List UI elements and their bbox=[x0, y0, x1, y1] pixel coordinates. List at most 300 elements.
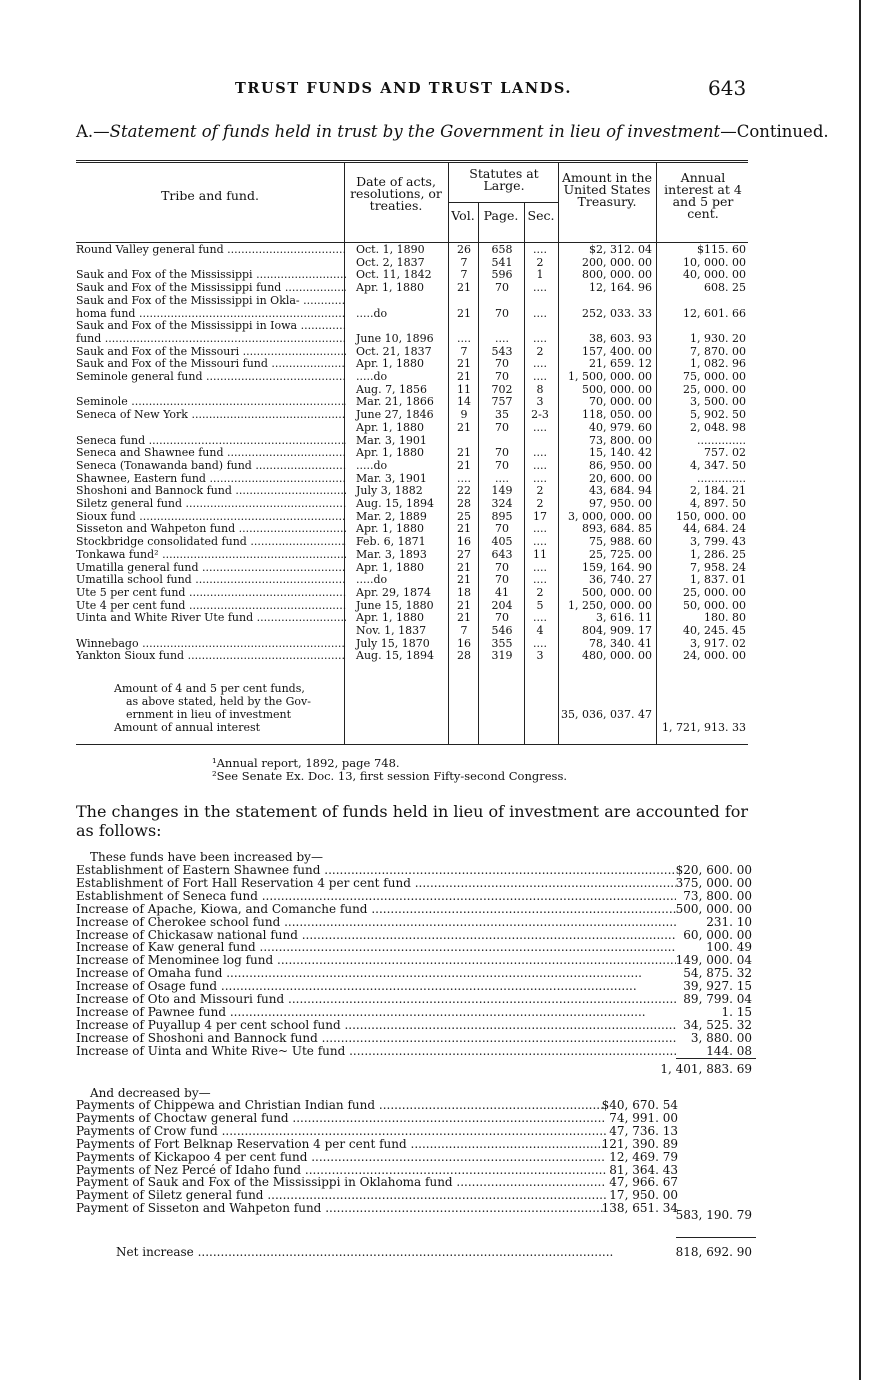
table-row bbox=[76, 333, 748, 346]
increase-label: Increase of Menominee log fund ..... bbox=[76, 954, 676, 967]
table-row bbox=[76, 244, 748, 257]
increase-value: 60, 000. 00 bbox=[683, 927, 752, 942]
cell-tribe-fund: Round Valley general fund ..... bbox=[76, 244, 346, 257]
cell-tribe-fund: Ute 4 per cent fund ..... bbox=[76, 600, 346, 613]
cell-amount: 15, 140. 42 bbox=[589, 446, 652, 460]
cell-page: 204 bbox=[491, 598, 513, 612]
increase-label: Increase of Omaha fund ..... bbox=[76, 967, 642, 980]
cell-date: Aug. 7, 1856 bbox=[356, 382, 428, 396]
cell-sec: .... bbox=[533, 471, 547, 485]
cell-page: 70 bbox=[495, 281, 509, 295]
cell-vol: 21 bbox=[457, 446, 471, 460]
table-row bbox=[76, 485, 748, 498]
cell-page: 596 bbox=[491, 268, 513, 282]
cell-vol: 16 bbox=[457, 636, 471, 650]
increase-total-rule bbox=[676, 1058, 756, 1059]
table-row bbox=[76, 269, 748, 282]
decrease-value: 17, 950. 00 bbox=[609, 1188, 678, 1203]
increase-item bbox=[76, 877, 676, 890]
table-row bbox=[76, 257, 748, 270]
cell-interest: 40, 245. 45 bbox=[683, 624, 746, 637]
increase-item bbox=[76, 993, 676, 1006]
cell-tribe-fund: fund ..... bbox=[76, 333, 346, 346]
net-increase-value: 818, 692. 90 bbox=[675, 1245, 752, 1259]
cell-tribe-fund: Stockbridge consolidated fund ..... bbox=[76, 536, 346, 549]
cell-amount: 36, 740. 27 bbox=[589, 573, 652, 587]
cell-interest: 10, 000. 00 bbox=[683, 255, 746, 269]
cell-interest: 25, 000. 00 bbox=[683, 585, 746, 599]
increase-label: Increase of Chickasaw national fund ..... bbox=[76, 929, 676, 942]
cell-tribe-fund: Yankton Sioux fund ..... bbox=[76, 650, 346, 663]
decrease-label: Payment of Sauk and Fox of the Mississippi in Oklahoma fund ..... bbox=[76, 1176, 606, 1189]
footnote-2: ²See Senate Ex. Doc. 13, first session Fifty-second Congress. bbox=[212, 769, 568, 783]
cell-interest: 5, 902. 50 bbox=[690, 408, 746, 422]
cell-amount: 78, 340. 41 bbox=[589, 636, 652, 650]
cell-interest: 24, 000. 00 bbox=[683, 649, 746, 663]
table-caption bbox=[76, 122, 829, 141]
cell-amount: 500, 000. 00 bbox=[582, 382, 652, 396]
cell-sec: 8 bbox=[536, 382, 544, 396]
cell-page: 70 bbox=[495, 522, 509, 536]
cell-date: .....do bbox=[356, 573, 388, 587]
cell-interest: 608. 25 bbox=[704, 281, 746, 295]
cell-interest: 75, 000. 00 bbox=[683, 370, 746, 383]
table-row bbox=[76, 371, 748, 384]
cell-interest: 1, 286. 25 bbox=[690, 547, 746, 561]
increase-value: 89, 799. 04 bbox=[683, 992, 752, 1006]
footnote-1: ¹Annual report, 1892, page 748. bbox=[212, 756, 400, 770]
cell-vol: 21 bbox=[457, 420, 471, 434]
cell-date: .....do bbox=[356, 458, 388, 472]
header-page: Page. bbox=[483, 208, 519, 223]
cell-amount: 40, 979. 60 bbox=[589, 420, 652, 434]
increase-item bbox=[76, 1019, 676, 1032]
cell-interest: 3, 500. 00 bbox=[690, 395, 746, 409]
table-row bbox=[76, 638, 748, 651]
cell-page: .... bbox=[495, 471, 509, 485]
cell-interest: 7, 870. 00 bbox=[690, 344, 746, 358]
cell-date: Apr. 1, 1880 bbox=[356, 522, 425, 536]
cell-tribe-fund: Seneca fund ..... bbox=[76, 435, 346, 448]
cell-date: Mar. 2, 1889 bbox=[356, 509, 427, 523]
cell-page: 70 bbox=[495, 573, 509, 587]
cell-interest: 4, 897. 50 bbox=[690, 497, 746, 510]
table-row bbox=[76, 384, 748, 397]
decrease-item bbox=[76, 1176, 606, 1189]
increase-item bbox=[76, 980, 676, 993]
cell-amount: 118, 050. 00 bbox=[582, 408, 652, 422]
cell-amount: 3, 000, 000. 00 bbox=[568, 509, 652, 523]
summary-line-1 bbox=[76, 683, 748, 696]
decrease-value: 74, 991. 00 bbox=[609, 1110, 678, 1125]
cell-sec: 2 bbox=[536, 497, 544, 510]
cell-page: 149 bbox=[491, 484, 513, 498]
summary-total-amount: 35, 036, 037. 47 bbox=[561, 708, 652, 721]
cell-page: .... bbox=[495, 331, 509, 345]
increase-value: 144. 08 bbox=[706, 1043, 752, 1058]
cell-tribe-fund: Ute 5 per cent fund ..... bbox=[76, 587, 346, 600]
decrease-label: Payments of Choctaw general fund ..... bbox=[76, 1112, 606, 1125]
header-amount: Amount in the United States Treasury. bbox=[562, 170, 652, 209]
table-row bbox=[76, 549, 748, 562]
cell-amount: 157, 400. 00 bbox=[582, 344, 652, 358]
cell-date: Oct. 2, 1837 bbox=[356, 255, 425, 269]
cell-sec: .... bbox=[533, 243, 547, 256]
decrease-item bbox=[76, 1112, 606, 1125]
table-row bbox=[76, 409, 748, 422]
cell-sec: 3 bbox=[536, 649, 544, 663]
cell-vol: 7 bbox=[460, 624, 468, 637]
cell-tribe-fund: Seminole general fund ..... bbox=[76, 371, 346, 384]
increase-label: Establishment of Fort Hall Reservation 4 per cent fund ..... bbox=[76, 877, 676, 890]
cell-interest: 1, 837. 01 bbox=[690, 573, 746, 587]
table-row bbox=[76, 396, 748, 409]
cell-page: 70 bbox=[495, 446, 509, 460]
cell-vol: 21 bbox=[457, 611, 471, 625]
decrease-value: 47, 736. 13 bbox=[609, 1123, 678, 1138]
cell-date: Oct. 1, 1890 bbox=[356, 243, 425, 256]
increase-item bbox=[76, 1032, 676, 1045]
cell-vol: 16 bbox=[457, 535, 471, 549]
cell-amount: 97, 950. 00 bbox=[589, 497, 652, 510]
increase-label: Increase of Cherokee school fund ..... bbox=[76, 916, 676, 929]
cell-date: Aug. 15, 1894 bbox=[356, 497, 435, 510]
table-row bbox=[76, 612, 748, 625]
cell-amount: 200, 000. 00 bbox=[582, 255, 652, 269]
increase-item bbox=[76, 967, 676, 980]
cell-page: 41 bbox=[495, 585, 509, 599]
summary-text-1: Amount of 4 and 5 per cent funds, bbox=[114, 682, 305, 695]
cell-page: 543 bbox=[491, 344, 513, 358]
net-increase-label bbox=[116, 1246, 676, 1259]
cell-amount: 75, 988. 60 bbox=[589, 535, 652, 549]
cell-interest: 2, 048. 98 bbox=[690, 420, 746, 434]
header-interest: Annual interest at 4 and 5 per cent. bbox=[664, 170, 742, 221]
increase-item bbox=[76, 903, 676, 916]
cell-date: .....do bbox=[356, 306, 388, 320]
increase-item bbox=[76, 864, 676, 877]
cell-sec: .... bbox=[533, 446, 547, 460]
increase-value: 73, 800. 00 bbox=[683, 888, 752, 903]
cell-amount: 3, 616. 11 bbox=[596, 611, 652, 625]
cell-page: 70 bbox=[495, 611, 509, 625]
decrease-label: Payments of Nez Percé of Idaho fund ..... bbox=[76, 1164, 606, 1177]
increase-item bbox=[76, 1045, 676, 1058]
cell-tribe-fund: Umatilla school fund ..... bbox=[76, 574, 346, 587]
net-rule bbox=[676, 1237, 756, 1238]
cell-date: Apr. 1, 1880 bbox=[356, 357, 425, 371]
cell-sec: 2 bbox=[536, 255, 544, 269]
page-edge-line bbox=[859, 0, 861, 1380]
cell-vol: 21 bbox=[457, 458, 471, 472]
summary-text-2: as above stated, held by the Gov- bbox=[126, 695, 311, 708]
cell-vol: 21 bbox=[457, 560, 471, 574]
increase-value: 54, 875. 32 bbox=[683, 966, 752, 981]
table-row bbox=[76, 650, 748, 663]
cell-amount: 12, 164. 96 bbox=[589, 281, 652, 295]
caption-prefix: A.— bbox=[76, 122, 110, 141]
header-date: Date of acts, resolutions, or treaties. bbox=[350, 174, 442, 213]
cell-tribe-fund: homa fund ..... bbox=[76, 308, 346, 321]
decrease-item bbox=[76, 1164, 606, 1177]
decrease-label: Payment of Siletz general fund ..... bbox=[76, 1189, 606, 1202]
cell-sec: 1 bbox=[536, 268, 544, 282]
decrease-value: $40, 670. 54 bbox=[601, 1098, 678, 1112]
cell-page: 70 bbox=[495, 560, 509, 574]
cell-sec: .... bbox=[533, 370, 547, 383]
cell-sec: .... bbox=[533, 458, 547, 472]
cell-tribe-fund: Seneca (Tonawanda band) fund ..... bbox=[76, 460, 346, 473]
increase-value: 34, 525. 32 bbox=[683, 1017, 752, 1032]
cell-vol: 22 bbox=[457, 484, 471, 498]
cell-amount: 1, 250, 000. 00 bbox=[568, 598, 652, 612]
cell-sec: 2-3 bbox=[531, 408, 549, 422]
cell-interest: 180. 80 bbox=[704, 611, 746, 625]
cell-page: 541 bbox=[491, 255, 513, 269]
cell-vol: .... bbox=[457, 331, 471, 345]
table-row bbox=[76, 600, 748, 613]
cell-page: 319 bbox=[491, 649, 513, 663]
cell-interest: 4, 347. 50 bbox=[690, 458, 746, 472]
cell-vol: 27 bbox=[457, 547, 471, 561]
cell-interest: .............. bbox=[697, 433, 746, 447]
cell-sec: 11 bbox=[533, 547, 547, 561]
cell-vol: .... bbox=[457, 471, 471, 485]
cell-vol: 28 bbox=[457, 649, 471, 663]
cell-date: July 3, 1882 bbox=[356, 484, 423, 498]
cell-sec: 2 bbox=[536, 585, 544, 599]
increase-label: Establishment of Eastern Shawnee fund ..... bbox=[76, 864, 676, 877]
cell-page: 895 bbox=[491, 509, 513, 523]
cell-interest: 3, 799. 43 bbox=[690, 535, 746, 549]
cell-vol: 18 bbox=[457, 585, 471, 599]
decrease-item bbox=[76, 1125, 606, 1138]
cell-date: Aug. 15, 1894 bbox=[356, 649, 435, 663]
table-row bbox=[76, 358, 748, 371]
cell-page: 546 bbox=[491, 624, 513, 637]
cell-amount: 86, 950. 00 bbox=[589, 458, 652, 472]
increase-label: Increase of Shoshoni and Bannock fund ..... bbox=[76, 1032, 676, 1045]
increase-item bbox=[76, 916, 676, 929]
cell-date: Feb. 6, 1871 bbox=[356, 535, 426, 549]
cell-date: Apr. 1, 1880 bbox=[356, 281, 425, 295]
header-statutes: Statutes at Large. bbox=[469, 166, 539, 193]
increase-value: 500, 000. 00 bbox=[675, 901, 752, 916]
cell-sec: .... bbox=[533, 636, 547, 650]
table-row bbox=[76, 282, 748, 295]
cell-tribe-fund: Sisseton and Wahpeton fund ..... bbox=[76, 523, 346, 536]
cell-tribe-fund: Sioux fund ..... bbox=[76, 511, 346, 524]
cell-tribe-fund: Shoshoni and Bannock fund ..... bbox=[76, 485, 346, 498]
cell-date: Apr. 1, 1880 bbox=[356, 560, 425, 574]
cell-vol: 26 bbox=[457, 243, 471, 256]
cell-amount: 21, 659. 12 bbox=[589, 357, 652, 371]
cell-amount: 1, 500, 000. 00 bbox=[568, 370, 652, 383]
increase-value: 3, 880. 00 bbox=[690, 1030, 752, 1045]
cell-date: Apr. 1, 1880 bbox=[356, 446, 425, 460]
table-row bbox=[76, 498, 748, 511]
increase-value: 39, 927. 15 bbox=[683, 979, 752, 994]
cell-tribe-fund: Shawnee, Eastern fund ..... bbox=[76, 473, 346, 486]
changes-intro: The changes in the statement of funds held in lieu of investment are accounted for as follows: bbox=[76, 802, 749, 840]
cell-page: 658 bbox=[491, 243, 513, 256]
table-row bbox=[76, 625, 748, 638]
cell-tribe-fund: Sauk and Fox of the Mississippi in Iowa ..... bbox=[76, 320, 346, 333]
increase-item bbox=[76, 929, 676, 942]
header-sec: Sec. bbox=[527, 208, 555, 223]
cell-page: 35 bbox=[495, 408, 509, 422]
cell-page: 70 bbox=[495, 357, 509, 371]
cell-tribe-fund: Seneca and Shawnee fund ..... bbox=[76, 447, 346, 460]
cell-sec: 4 bbox=[536, 624, 544, 637]
increase-total: 1, 401, 883. 69 bbox=[660, 1062, 752, 1076]
cell-amount: 893, 684. 85 bbox=[582, 522, 652, 536]
summary-text-3: ernment in lieu of investment bbox=[126, 708, 292, 721]
cell-sec: .... bbox=[533, 331, 547, 345]
increase-label: Establishment of Seneca fund ..... bbox=[76, 890, 676, 903]
decrease-label: Payments of Fort Belknap Reservation 4 per cent fund ..... bbox=[76, 1138, 606, 1151]
table-bottom-rule bbox=[76, 744, 748, 745]
cell-interest: 3, 917. 02 bbox=[690, 636, 746, 650]
cell-interest: 25, 000. 00 bbox=[683, 382, 746, 396]
cell-amount: 73, 800. 00 bbox=[589, 433, 652, 447]
cell-sec: .... bbox=[533, 357, 547, 371]
cell-tribe-fund: Seneca of New York ..... bbox=[76, 409, 346, 422]
header-vol: Vol. bbox=[451, 208, 475, 223]
table-row bbox=[76, 587, 748, 600]
cell-vol: 7 bbox=[460, 268, 468, 282]
cell-sec: .... bbox=[533, 560, 547, 574]
cell-sec: 3 bbox=[536, 395, 544, 409]
cell-sec: 17 bbox=[533, 509, 547, 523]
cell-tribe-fund: Sauk and Fox of the Missouri ..... bbox=[76, 346, 346, 359]
increase-item bbox=[76, 941, 676, 954]
summary-line-2 bbox=[76, 696, 748, 709]
cell-vol: 11 bbox=[457, 382, 471, 396]
caption-suffix: —Continued. bbox=[720, 122, 829, 141]
cell-sec: .... bbox=[533, 281, 547, 295]
cell-page: 405 bbox=[491, 535, 513, 549]
cell-date: June 10, 1896 bbox=[356, 331, 434, 345]
table-row bbox=[76, 536, 748, 549]
decrease-item bbox=[76, 1202, 606, 1215]
cell-tribe-fund: Sauk and Fox of the Mississippi ..... bbox=[76, 269, 346, 282]
cell-vol: 21 bbox=[457, 370, 471, 383]
cell-vol: 21 bbox=[457, 281, 471, 295]
increase-label: Increase of Oto and Missouri fund ..... bbox=[76, 993, 676, 1006]
cell-tribe-fund: Siletz general fund ..... bbox=[76, 498, 346, 511]
cell-date: Mar. 21, 1866 bbox=[356, 395, 434, 409]
decrease-item bbox=[76, 1138, 606, 1151]
cell-page: 70 bbox=[495, 306, 509, 320]
cell-amount: 20, 600. 00 bbox=[589, 471, 652, 485]
cell-interest: 40, 000. 00 bbox=[683, 268, 746, 282]
cell-interest: $115. 60 bbox=[697, 243, 746, 256]
increase-label: Increase of Osage fund ..... bbox=[76, 980, 637, 993]
header-tribe: Tribe and fund. bbox=[161, 188, 259, 203]
increase-value: 149, 000. 04 bbox=[675, 953, 752, 968]
table-row bbox=[76, 295, 748, 308]
cell-amount: 804, 909. 17 bbox=[582, 624, 652, 637]
increased-heading: These funds have been increased by— bbox=[90, 850, 323, 864]
cell-vol: 28 bbox=[457, 497, 471, 510]
cell-vol: 21 bbox=[457, 357, 471, 371]
cell-page: 70 bbox=[495, 458, 509, 472]
cell-page: 70 bbox=[495, 370, 509, 383]
summary-total-interest: 1, 721, 913. 33 bbox=[662, 721, 746, 734]
table-row bbox=[76, 473, 748, 486]
decrease-value: 81, 364. 43 bbox=[609, 1162, 678, 1177]
increase-label: Increase of Uinta and White Rive~ Ute fund ..... bbox=[76, 1045, 676, 1058]
cell-interest: 44, 684. 24 bbox=[683, 522, 746, 536]
cell-sec: .... bbox=[533, 535, 547, 549]
increase-value: 231. 10 bbox=[706, 914, 752, 929]
summary-text-4: Amount of annual interest bbox=[114, 721, 261, 734]
cell-page: 702 bbox=[491, 382, 513, 396]
decrease-label: Payment of Sisseton and Wahpeton fund ..... bbox=[76, 1202, 606, 1215]
cell-page: 355 bbox=[491, 636, 513, 650]
cell-tribe-fund: Sauk and Fox of the Missouri fund ..... bbox=[76, 358, 346, 371]
cell-date: Oct. 11, 1842 bbox=[356, 268, 432, 282]
cell-date: July 15, 1870 bbox=[356, 636, 430, 650]
increase-item bbox=[76, 890, 676, 903]
decrease-item bbox=[76, 1099, 606, 1112]
cell-vol: 21 bbox=[457, 573, 471, 587]
cell-vol: 21 bbox=[457, 598, 471, 612]
running-title: TRUST FUNDS AND TRUST LANDS. bbox=[235, 80, 573, 97]
cell-vol: 7 bbox=[460, 344, 468, 358]
table-row bbox=[76, 320, 748, 333]
increase-value: $20, 600. 00 bbox=[675, 863, 752, 877]
table-row bbox=[76, 460, 748, 473]
decrease-item bbox=[76, 1189, 606, 1202]
increase-item bbox=[76, 954, 676, 967]
table-row bbox=[76, 308, 748, 321]
cell-amount: $2, 312. 04 bbox=[589, 243, 652, 256]
increase-label: Increase of Puyallup 4 per cent school fund ..... bbox=[76, 1019, 676, 1032]
cell-sec: .... bbox=[533, 420, 547, 434]
cell-tribe-fund: Winnebago ..... bbox=[76, 638, 346, 651]
cell-interest: 1, 930. 20 bbox=[690, 331, 746, 345]
funds-table bbox=[76, 160, 748, 746]
cell-sec: .... bbox=[533, 611, 547, 625]
cell-tribe-fund: Umatilla general fund ..... bbox=[76, 562, 346, 575]
cell-sec: 2 bbox=[536, 484, 544, 498]
table-top-rule bbox=[76, 160, 748, 161]
increase-label: Increase of Kaw general fund ..... bbox=[76, 941, 675, 954]
cell-amount: 800, 000. 00 bbox=[582, 268, 652, 282]
cell-page: 70 bbox=[495, 420, 509, 434]
cell-interest: 12, 601. 66 bbox=[683, 306, 746, 320]
increase-label: Increase of Apache, Kiowa, and Comanche fund ..... bbox=[76, 903, 676, 916]
table-row bbox=[76, 447, 748, 460]
summary-line-4 bbox=[76, 722, 748, 735]
table-row bbox=[76, 511, 748, 524]
cell-vol: 14 bbox=[457, 395, 471, 409]
increase-value: 100. 49 bbox=[706, 940, 752, 955]
cell-interest: 50, 000. 00 bbox=[683, 598, 746, 612]
cell-vol: 9 bbox=[460, 408, 468, 422]
decrease-label: Payments of Kickapoo 4 per cent fund ..... bbox=[76, 1151, 606, 1164]
cell-interest: .............. bbox=[697, 471, 746, 485]
cell-page: 324 bbox=[491, 497, 513, 510]
cell-date: June 15, 1880 bbox=[356, 598, 434, 612]
table-row bbox=[76, 574, 748, 587]
decrease-value: 47, 966. 67 bbox=[609, 1175, 678, 1190]
cell-interest: 757. 02 bbox=[704, 446, 746, 460]
cell-amount: 159, 164. 90 bbox=[582, 560, 652, 574]
cell-vol: 7 bbox=[460, 255, 468, 269]
